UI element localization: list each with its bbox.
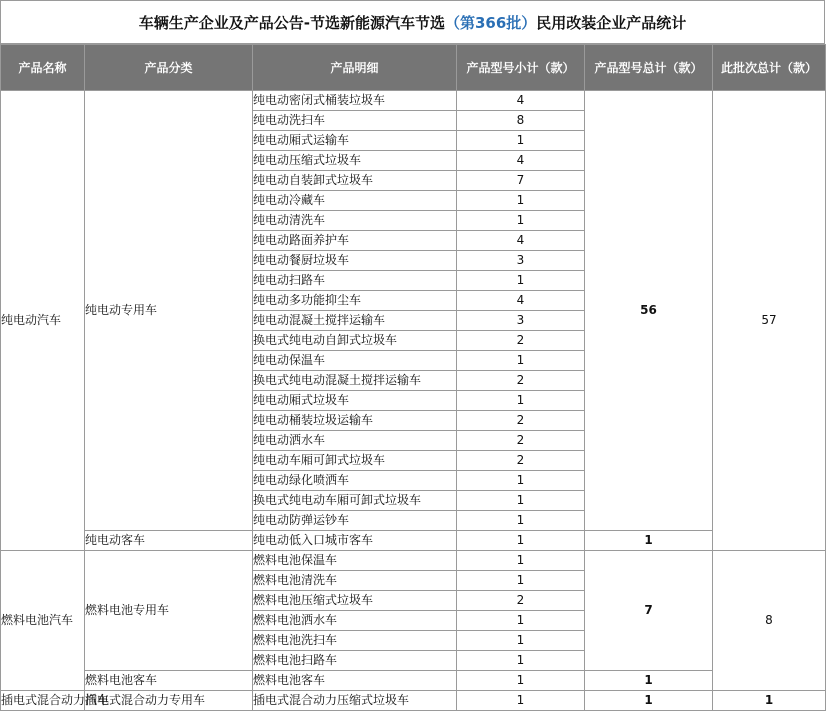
product-detail-cell: 纯电动厢式垃圾车: [253, 391, 457, 411]
model-subtotal-cell: 2: [457, 451, 585, 471]
table-row: [1, 691, 826, 711]
model-subtotal-cell: 4: [457, 151, 585, 171]
header-product-name: 产品名称: [1, 45, 85, 91]
product-name-cell: 纯电动汽车: [1, 91, 85, 551]
product-name-cell: 插电式混合动力汽车: [1, 691, 85, 711]
product-detail-cell: 纯电动多功能抑尘车: [253, 291, 457, 311]
model-total-cell: 1: [585, 671, 713, 691]
model-subtotal-cell: 1: [457, 651, 585, 671]
model-subtotal-cell: 1: [457, 131, 585, 151]
product-detail-cell: 纯电动餐厨垃圾车: [253, 251, 457, 271]
model-subtotal-cell: 2: [457, 371, 585, 391]
model-subtotal-cell: 1: [457, 491, 585, 511]
model-subtotal-cell: 1: [457, 271, 585, 291]
product-category-cell: 插电式混合动力专用车: [85, 691, 253, 711]
model-subtotal-cell: 1: [457, 531, 585, 551]
model-subtotal-cell: 1: [457, 391, 585, 411]
header-product-category: 产品分类: [85, 45, 253, 91]
table-row: [1, 671, 826, 691]
model-subtotal-cell: 1: [457, 191, 585, 211]
table-row: [1, 531, 826, 551]
title-batch-highlight: （第366批）: [444, 13, 537, 32]
product-detail-cell: 插电式混合动力压缩式垃圾车: [253, 691, 457, 711]
model-subtotal-cell: 3: [457, 251, 585, 271]
model-subtotal-cell: 2: [457, 431, 585, 451]
header-model-total: 产品型号总计（款）: [585, 45, 713, 91]
model-subtotal-cell: 2: [457, 591, 585, 611]
product-detail-cell: 燃料电池洗扫车: [253, 631, 457, 651]
model-subtotal-cell: 1: [457, 691, 585, 711]
batch-total-cell: 8: [713, 551, 826, 691]
model-subtotal-cell: 4: [457, 91, 585, 111]
model-subtotal-cell: 1: [457, 351, 585, 371]
model-subtotal-cell: 2: [457, 411, 585, 431]
product-detail-cell: 纯电动冷藏车: [253, 191, 457, 211]
stats-table: [0, 44, 826, 711]
product-detail-cell: 纯电动洗扫车: [253, 111, 457, 131]
product-category-cell: 纯电动客车: [85, 531, 253, 551]
model-subtotal-cell: 1: [457, 631, 585, 651]
product-detail-cell: 纯电动保温车: [253, 351, 457, 371]
header-product-detail: 产品明细: [253, 45, 457, 91]
header-batch-total: 此批次总计（款）: [713, 45, 826, 91]
product-detail-cell: 纯电动车厢可卸式垃圾车: [253, 451, 457, 471]
product-detail-cell: 燃料电池保温车: [253, 551, 457, 571]
product-category-cell: 纯电动专用车: [85, 91, 253, 531]
model-subtotal-cell: 1: [457, 471, 585, 491]
model-total-cell: 7: [585, 551, 713, 671]
title-suffix: 民用改装企业产品统计: [536, 13, 687, 32]
header-row: [1, 45, 826, 91]
product-detail-cell: 燃料电池客车: [253, 671, 457, 691]
model-total-cell: 1: [585, 691, 713, 711]
product-detail-cell: 换电式纯电动车厢可卸式垃圾车: [253, 491, 457, 511]
model-subtotal-cell: 8: [457, 111, 585, 131]
model-subtotal-cell: 4: [457, 291, 585, 311]
product-detail-cell: 燃料电池扫路车: [253, 651, 457, 671]
product-detail-cell: 纯电动清洗车: [253, 211, 457, 231]
batch-total-cell: 57: [713, 91, 826, 551]
model-subtotal-cell: 1: [457, 551, 585, 571]
header-model-subtotal: 产品型号小计（款）: [457, 45, 585, 91]
sheet-title: [0, 0, 825, 44]
product-detail-cell: 纯电动洒水车: [253, 431, 457, 451]
product-category-cell: 燃料电池客车: [85, 671, 253, 691]
product-detail-cell: 纯电动厢式运输车: [253, 131, 457, 151]
product-detail-cell: 纯电动桶装垃圾运输车: [253, 411, 457, 431]
product-detail-cell: 纯电动扫路车: [253, 271, 457, 291]
model-subtotal-cell: 3: [457, 311, 585, 331]
title-prefix: 车辆生产企业及产品公告-节选新能源汽车节选: [138, 13, 445, 32]
table-row: [1, 91, 826, 111]
product-detail-cell: 换电式纯电动混凝土搅拌运输车: [253, 371, 457, 391]
model-subtotal-cell: 1: [457, 211, 585, 231]
product-detail-cell: 纯电动低入口城市客车: [253, 531, 457, 551]
model-subtotal-cell: 4: [457, 231, 585, 251]
product-detail-cell: 纯电动压缩式垃圾车: [253, 151, 457, 171]
model-subtotal-cell: 1: [457, 611, 585, 631]
model-subtotal-cell: 1: [457, 671, 585, 691]
product-name-cell: 燃料电池汽车: [1, 551, 85, 691]
product-detail-cell: 换电式纯电动自卸式垃圾车: [253, 331, 457, 351]
product-detail-cell: 燃料电池清洗车: [253, 571, 457, 591]
model-total-cell: 1: [585, 531, 713, 551]
product-category-cell: 燃料电池专用车: [85, 551, 253, 671]
table-body: [1, 91, 826, 711]
batch-total-cell: 1: [713, 691, 826, 711]
product-detail-cell: 纯电动密闭式桶装垃圾车: [253, 91, 457, 111]
product-detail-cell: 纯电动绿化喷洒车: [253, 471, 457, 491]
model-subtotal-cell: 1: [457, 571, 585, 591]
model-total-cell: 56: [585, 91, 713, 531]
product-detail-cell: 纯电动路面养护车: [253, 231, 457, 251]
model-subtotal-cell: 7: [457, 171, 585, 191]
product-detail-cell: 纯电动自装卸式垃圾车: [253, 171, 457, 191]
table-row: [1, 551, 826, 571]
product-detail-cell: 燃料电池洒水车: [253, 611, 457, 631]
product-detail-cell: 纯电动防弹运钞车: [253, 511, 457, 531]
product-detail-cell: 燃料电池压缩式垃圾车: [253, 591, 457, 611]
model-subtotal-cell: 2: [457, 331, 585, 351]
model-subtotal-cell: 1: [457, 511, 585, 531]
product-detail-cell: 纯电动混凝土搅拌运输车: [253, 311, 457, 331]
